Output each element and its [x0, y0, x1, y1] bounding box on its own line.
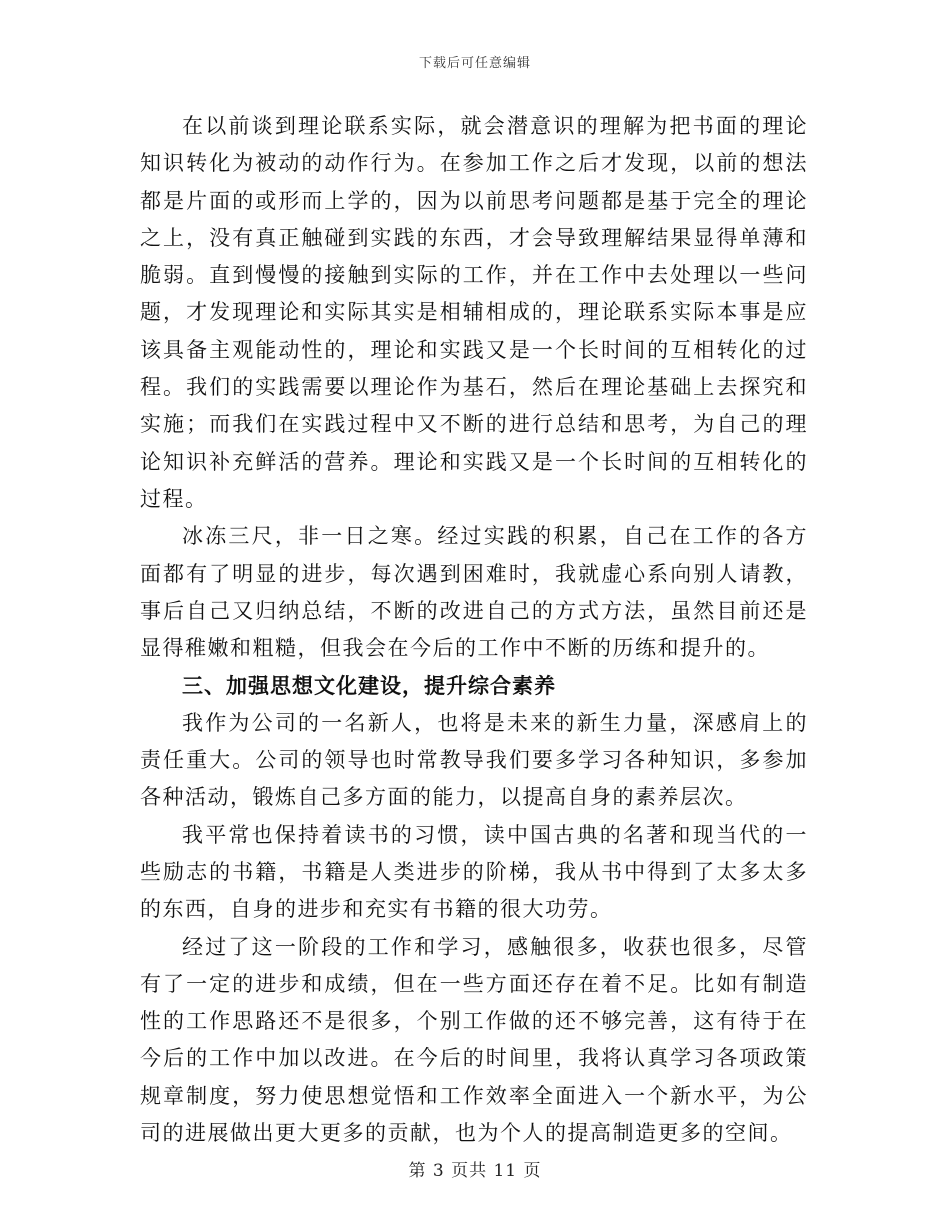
section-heading: 三、加强思想文化建设，提升综合素养	[182, 673, 556, 699]
page-number: 第 3 页共 11 页	[408, 1161, 542, 1181]
paragraph-new-member: 我作为公司的一名新人，也将是未来的新生力量，深感肩上的责任重大。公司的领导也时常教导我们要多学习各种知识，多参加各种活动，锻炼自己多方面的能力，以提高自身的素养层次。	[140, 710, 808, 810]
page-header: 下载后可任意编辑	[418, 56, 531, 71]
document-body	[140, 108, 808, 1152]
paragraph-theory-practice: 在以前谈到理论联系实际，就会潜意识的理解为把书面的理论知识转化为被动的动作行为。在参加工作之后才发现，以前的想法都是片面的或形而上学的，因为以前思考问题都是基于完全的理论之上，没有真正触碰到实践的东西，才会导致理解结果显得单薄和脆弱。直到慢慢的接触到实际的工作，并在工作中去处理以一些问题，才发现理论和实际其实是相辅相成的，理论联系实际本事是应该具备主观能动性的，理论和实践又是一个长时间的互相转化的过程。我们的实践需要以理论作为基石，然后在理论基础上去探究和实施；而我们在实践过程中又不断的进行总结和思考，为自己的理论知识补充鲜活的营养。理论和实践又是一个长时间的互相转化的过程。	[140, 114, 808, 511]
paragraph-reading: 我平常也保持着读书的习惯，读中国古典的名著和现当代的一些励志的书籍，书籍是人类进步的阶梯，我从书中得到了太多太多的东西，自身的进步和充实有书籍的很大功劳。	[140, 822, 808, 922]
paragraph-progress: 冰冻三尺，非一日之寒。经过实践的积累，自己在工作的各方面都有了明显的进步，每次遇到困难时，我就虚心系向别人请教，事后自己又归纳总结，不断的改进自己的方式方法，虽然目前还是显得稚嫩和粗糙，但我会在今后的工作中不断的历练和提升的。	[140, 524, 808, 661]
paragraph-summary: 经过了这一阶段的工作和学习，感触很多，收获也很多，尽管有了一定的进步和成绩，但在一些方面还存在着不足。比如有制造性的工作思路还不是很多，个别工作做的还不够完善，这有待于在今后的工作中加以改进。在今后的时间里，我将认真学习各项政策规章制度，努力使思想觉悟和工作效率全面进入一个新水平，为公司的进展做出更大更多的贡献，也为个人的提高制造更多的空间。	[140, 934, 808, 1146]
